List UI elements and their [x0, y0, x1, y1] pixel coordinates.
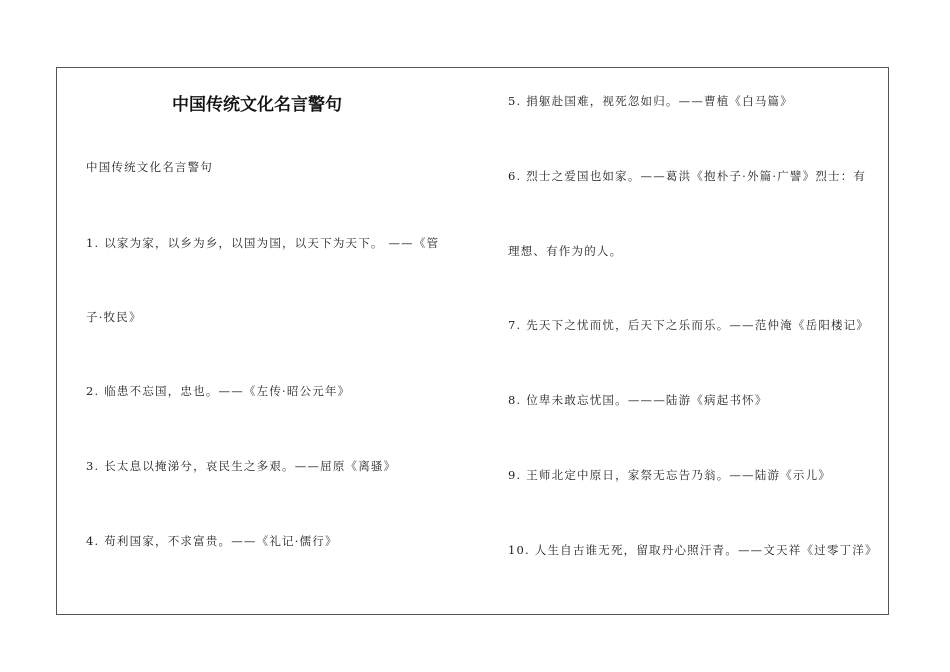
quote-7: 7. 先天下之忧而忧，后天下之乐而乐。——范仲淹《岳阳楼记》 — [508, 318, 870, 332]
quote-1-line-1: 1. 以家为家，以乡为乡，以国为国，以天下为天下。 ——《管 — [86, 236, 440, 250]
quote-3: 3. 长太息以掩涕兮，哀民生之多艰。——屈原《离骚》 — [86, 459, 397, 473]
quote-9: 9. 王师北定中原日，家祭无忘告乃翁。——陆游《示儿》 — [508, 468, 832, 482]
document-title: 中国传统文化名言警句 — [172, 95, 342, 115]
quote-5: 5. 捐躯赴国难，视死忽如归。——曹植《白马篇》 — [508, 94, 793, 108]
quote-4: 4. 苟利国家，不求富贵。——《礼记·儒行》 — [86, 534, 338, 548]
quote-6-line-1: 6. 烈士之爱国也如家。——葛洪《抱朴子·外篇·广譬》烈士：有 — [508, 169, 867, 183]
quote-8: 8. 位卑未敢忘忧国。———陆游《病起书怀》 — [508, 393, 768, 407]
document-subtitle: 中国传统文化名言警句 — [86, 160, 213, 174]
quote-6-line-2: 理想、有作为的人。 — [508, 244, 623, 258]
quote-2: 2. 临患不忘国，忠也。——《左传·昭公元年》 — [86, 384, 351, 398]
quote-10: 10. 人生自古谁无死，留取丹心照汗青。——文天祥《过零丁洋》 — [508, 543, 878, 557]
quote-1-line-2: 子·牧民》 — [86, 310, 142, 324]
page-frame — [56, 67, 889, 615]
